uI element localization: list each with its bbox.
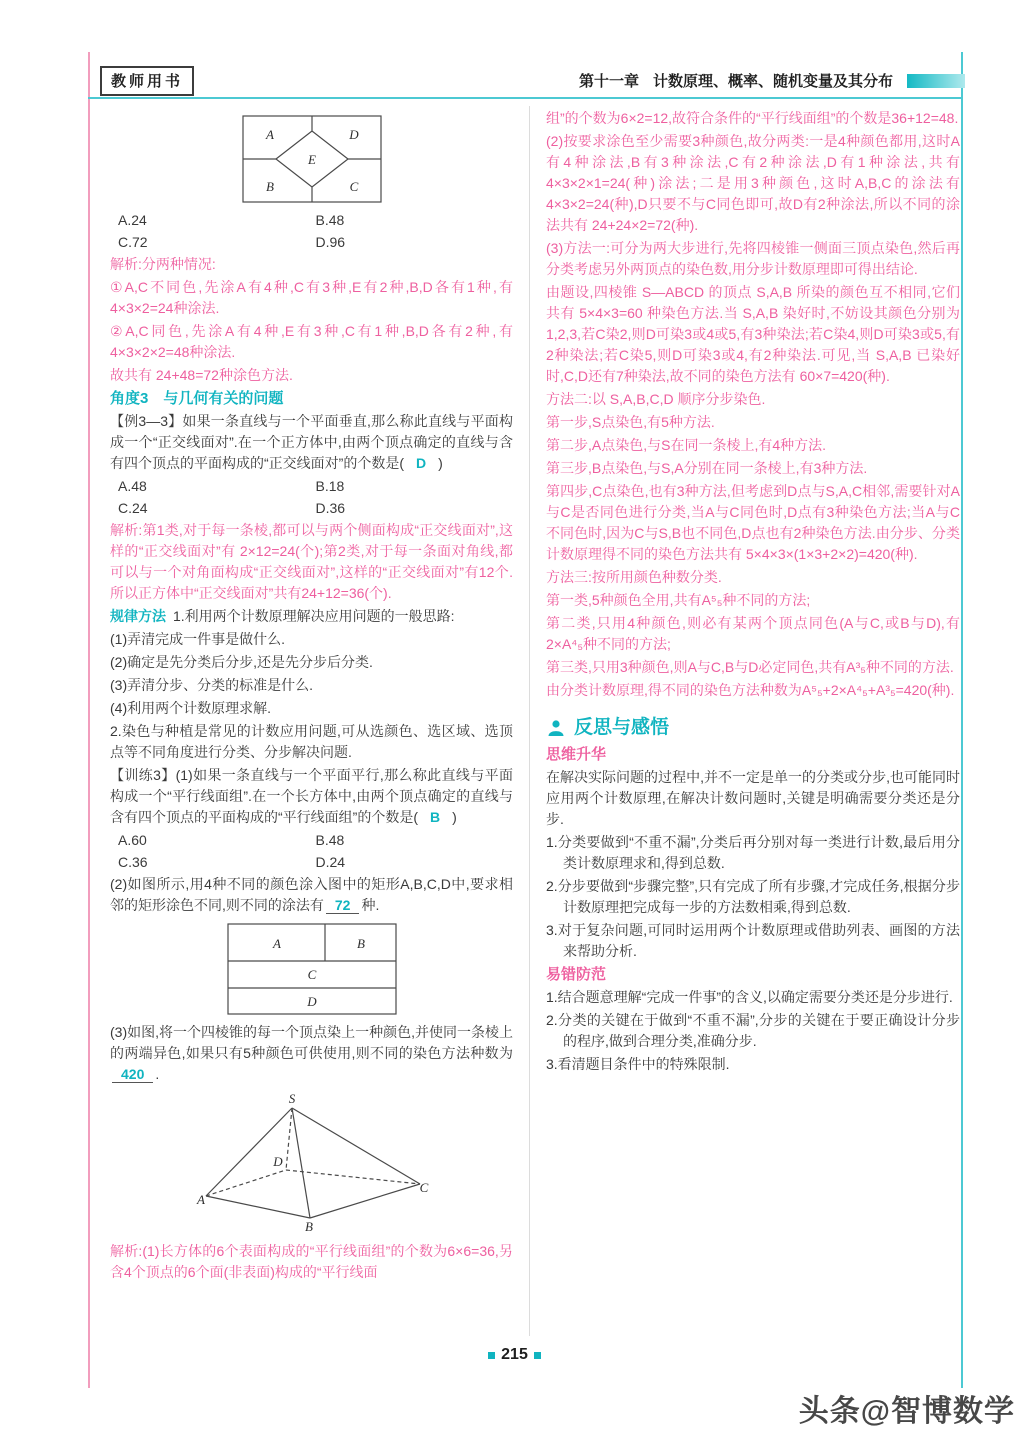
- q2-analysis: 解析:第1类,对于每一条棱,都可以与两个侧面构成“正交线面对”,这样的“正交线面对”有 2×12=24(个);第2类,对于每一条面对角线,都可以与一个对角面构成“正交线面对”,这样的“正交线面对”有12个.所以正方体中“正交线面对”共有24+12=36(个).: [110, 522, 513, 601]
- watermark-text: 头条@智博数学: [798, 1395, 1015, 1428]
- pyramid-edge-sa: [206, 1108, 292, 1196]
- fig1-label-b: B: [265, 179, 274, 194]
- person-icon: [546, 718, 566, 738]
- fig2-label-a: A: [272, 936, 281, 951]
- q1-option-d: D.96: [315, 234, 346, 250]
- analysis-continued: 由分类计数原理,得不同的染色方法种数为A⁵₅+2×A⁴₅+A³₅=420(种).: [546, 682, 955, 698]
- fig3-label-c: C: [419, 1180, 428, 1195]
- train3-analysis-start: 解析:(1)长方体的6个表面构成的“平行线面组”的个数为6×6=36,另含4个顶点的6个面(非表面)构成的“平行线面: [110, 1243, 513, 1280]
- page-number: 215: [501, 1346, 528, 1363]
- q3-options-row-2: [110, 852, 513, 873]
- fig3-label-s: S: [288, 1092, 295, 1106]
- chapter-number: 第十一章: [578, 73, 639, 90]
- q2-option-c: C.24: [118, 500, 148, 516]
- q1-option-a: A.24: [118, 212, 147, 228]
- rectangle-grid-svg: [227, 923, 397, 1015]
- analysis-continued: (3)方法一:可分为两大步进行,先将四棱锥一侧面三顶点染色,然后再分类考虑另外两顶点的染色数,用分步计数原理即可得出结论.: [546, 240, 960, 277]
- q3-option-c: C.36: [118, 854, 148, 870]
- footer-square-left: [488, 1352, 495, 1359]
- fig1-label-d: D: [348, 127, 359, 142]
- chapter-heading: [579, 70, 965, 91]
- analysis-continued: 第二步,A点染色,与S在同一条棱上,有4种方法.: [546, 437, 827, 453]
- rule-method-label: 规律方法: [110, 608, 166, 624]
- q1-options-row-1: [110, 210, 513, 231]
- mistake-label: 易错防范: [546, 966, 607, 983]
- train3-part3-paragraph: [110, 1022, 513, 1085]
- fig1-label-c: C: [349, 179, 358, 194]
- q1-analysis-line: ②A,C同色,先涂A有4种,E有3种,C有1种,B,D各有2种,有4×3×2×2=48种涂法.: [110, 323, 513, 360]
- fig3-label-a: A: [196, 1192, 205, 1207]
- train3-close: ): [452, 809, 457, 825]
- part3-close: .: [155, 1066, 160, 1082]
- q1-option-b: B.48: [315, 212, 345, 228]
- rule-item: (2)确定是先分类后分步,还是先分步后分类.: [110, 654, 373, 670]
- q2-options-row-1: [110, 476, 513, 497]
- train3-text: 【训练3】(1)如果一条直线与一个平面平行,那么称此直线与平面构成一个“平行线面组”.在一个长方体中,由两个顶点确定的直线与含有四个顶点的平面构成的“平行线面组”的个数是(: [110, 767, 513, 825]
- analysis-continued: 第三步,B点染色,与S,A分别在同一条棱上,有3种方法.: [546, 460, 868, 476]
- q3-option-d: D.24: [315, 854, 346, 870]
- left-frame-rule: [88, 52, 90, 1388]
- pyramid-edge-ab: [206, 1196, 310, 1218]
- q3-options-row-1: [110, 830, 513, 851]
- pyramid-edge-sb: [292, 1108, 310, 1218]
- fig3-label-b: B: [304, 1219, 313, 1234]
- q2-options-row-2: [110, 498, 513, 519]
- q3-option-b: B.48: [315, 832, 345, 848]
- part2-text: (2)如图所示,用4种不同的颜色涂入图中的矩形A,B,C,D中,要求相邻的矩形涂色不同,则不同的涂法有: [110, 876, 513, 913]
- q1-analysis-line: 故共有 24+48=72种涂色方法.: [110, 367, 293, 383]
- chapter-accent-bar: [907, 74, 965, 88]
- diamond-region-svg: [242, 115, 382, 203]
- fig1-label-e: E: [307, 152, 316, 167]
- example3-answer: D: [416, 455, 427, 471]
- train3-answer: B: [430, 809, 441, 825]
- rule-item: (3)弄清分步、分类的标准是什么.: [110, 677, 313, 693]
- fig2-label-c: C: [307, 967, 316, 982]
- pyramid-edge-sd-hidden: [286, 1108, 292, 1170]
- mistake-item: 2.分类的关键在于做到“不重不漏”,分步的关键在于要正确设计分步的程序,做到合理分类,准确分步.: [546, 1012, 960, 1049]
- example3-text: 【例3—3】如果一条直线与一个平面垂直,那么称此直线与平面构成一个“正交线面对”.在一个正方体中,由两个顶点确定的直线与含有四个顶点的平面构成的“正交线面对”的个数是(: [110, 413, 513, 471]
- pyramid-svg: [194, 1092, 430, 1234]
- q1-option-c: C.72: [118, 234, 148, 250]
- q1-analysis-line: ①A,C不同色,先涂A有4种,C有3种,E有2种,B,D各有1种,有4×3×2=24种涂法.: [110, 279, 513, 316]
- left-column: [110, 108, 513, 1285]
- analysis-continued: 方法三:按所用颜色种数分类.: [546, 569, 722, 585]
- rule-item-2: 2.染色与种植是常见的计数应用问题,可从选颜色、选区域、选顶点等不同角度进行分类、分步解决问题.: [110, 723, 513, 760]
- part3-answer-blank: 420: [112, 1066, 153, 1083]
- analysis-continued: 第一步,S点染色,有5种方法.: [546, 414, 715, 430]
- train3-paragraph: [110, 765, 513, 828]
- q2-option-a: A.48: [118, 478, 147, 494]
- q2-option-d: D.36: [315, 500, 346, 516]
- analysis-continued: 由题设,四棱锥 S—ABCD 的顶点 S,A,B 所染的颜色互不相同,它们共有 5×4×3=60 种染色方法.当 S,A,B 染好时,不妨设其颜色分别为1,2,3,若C染2,则D可染3或4或5,有3种染法;若C染4,则D可染3或5,有2种染法;若C染5,则D可染3或4,有2种染法.可见,当 S,A,B 已染好时,C,D还有7种染法,故不同的染色方法有 60×7=420(种).: [546, 284, 960, 384]
- mistake-item: 1.结合题意理解“完成一件事”的含义,以确定需要分类还是分步进行.: [546, 989, 953, 1005]
- teacher-book-badge: 教师用书: [100, 66, 194, 96]
- thinking-item: 3.对于复杂问题,可同时运用两个计数原理或借助列表、画图的方法来帮助分析.: [546, 922, 960, 959]
- thinking-item: 1.分类要做到“不重不漏”,分类后再分别对每一类进行计数,最后用分类计数原理求和,得到总数.: [546, 834, 960, 871]
- right-column: [546, 108, 960, 1077]
- page-number-row: [0, 1346, 1029, 1364]
- q1-analysis-line: 解析:分两种情况:: [110, 256, 216, 272]
- thinking-item: 2.分步要做到“步骤完整”,只有完成了所有步骤,才完成任务,根据分步计数原理把完成每一步的方法数相乘,得到总数.: [546, 878, 960, 915]
- thinking-intro: 在解决实际问题的过程中,并不一定是单一的分类或分步,也可能同时应用两个计数原理,在解决计数问题时,关键是明确需要分类还是分步.: [546, 769, 960, 827]
- rule-item: (1)弄清完成一件事是做什么.: [110, 631, 285, 647]
- rectangle-grid-figure: [110, 923, 513, 1015]
- part3-text: (3)如图,将一个四棱锥的每一个顶点染上一种颜色,并使同一条棱上的两端异色,如果只有5种颜色可供使用,则不同的染色方法种数为: [110, 1024, 513, 1061]
- top-frame-rule: [88, 97, 963, 99]
- column-divider: [529, 106, 530, 1336]
- example3-close: ): [438, 455, 443, 471]
- fig2-label-b: B: [356, 936, 365, 951]
- train3-part2-paragraph: [110, 874, 513, 916]
- part2-close: 种.: [361, 897, 380, 913]
- analysis-continued: 第三类,只用3种颜色,则A与C,B与D必定同色,共有A³₅种不同的方法.: [546, 659, 954, 675]
- footer-square-right: [534, 1352, 541, 1359]
- analysis-continued: 第二类,只用4种颜色,则必有某两个顶点同色(A与C,或B与D),有2×A⁴₅种不同的方法;: [546, 615, 960, 652]
- mistake-item: 3.看清题目条件中的特殊限制.: [546, 1056, 730, 1072]
- analysis-continued: 方法二:以 S,A,B,C,D 顺序分步染色.: [546, 391, 766, 407]
- fig3-label-d: D: [272, 1154, 283, 1169]
- diamond-region-figure: [110, 115, 513, 203]
- fig2-label-d: D: [306, 994, 317, 1009]
- thinking-label: 思维升华: [546, 746, 607, 763]
- part2-answer-blank: 72: [326, 897, 360, 914]
- angle3-heading: 角度3 与几何有关的问题: [110, 390, 284, 407]
- reflect-heading-text: 反思与感悟: [574, 717, 670, 738]
- q2-option-b: B.18: [315, 478, 345, 494]
- rule-item: (4)利用两个计数原理求解.: [110, 700, 271, 716]
- rule-method-paragraph: [110, 606, 513, 627]
- analysis-continued: 第一类,5种颜色全用,共有A⁵₅种不同的方法;: [546, 592, 811, 608]
- right-frame-rule: [961, 52, 963, 1388]
- example3-paragraph: [110, 411, 513, 474]
- analysis-continued: 第四步,C点染色,也有3种方法,但考虑到D点与S,A,C相邻,需要针对A与C是否同色进行分类,当A与C同色时,D点有3种染色方法;当A与C不同色时,因为C与S,B也不同色,D点也有2种染色方法.由分步、分类计数原理得不同的染色方法共有 5×4×3×(1×3+2×2)=420(种).: [546, 483, 960, 562]
- pyramid-edge-sc: [292, 1108, 420, 1184]
- rule-method-intro: 1.利用两个计数原理解决应用问题的一般思路:: [173, 608, 455, 624]
- q3-option-a: A.60: [118, 832, 147, 848]
- reflect-section-heading: [546, 717, 960, 738]
- q1-options-row-2: [110, 232, 513, 253]
- pyramid-figure: [110, 1092, 513, 1234]
- analysis-continued: 组”的个数为6×2=12,故符合条件的“平行线面组”的个数是36+12=48.: [546, 110, 959, 126]
- fig1-label-a: A: [265, 127, 274, 142]
- analysis-continued: (2)按要求涂色至少需要3种颜色,故分两类:一是4种颜色都用,这时A有4种涂法,B有3种涂法,C有2种涂法,D有1种涂法,共有 4×3×2×1=24(种)涂法;二是用3种颜色,这时A,B,C的涂法有4×3×2=24(种),D只要不与C同色即可,故D有2种涂法,所以不同的涂法共有 24+24×2=72(种).: [546, 133, 960, 233]
- pyramid-edge-bc: [310, 1184, 420, 1218]
- chapter-title: 计数原理、概率、随机变量及其分布: [652, 73, 893, 90]
